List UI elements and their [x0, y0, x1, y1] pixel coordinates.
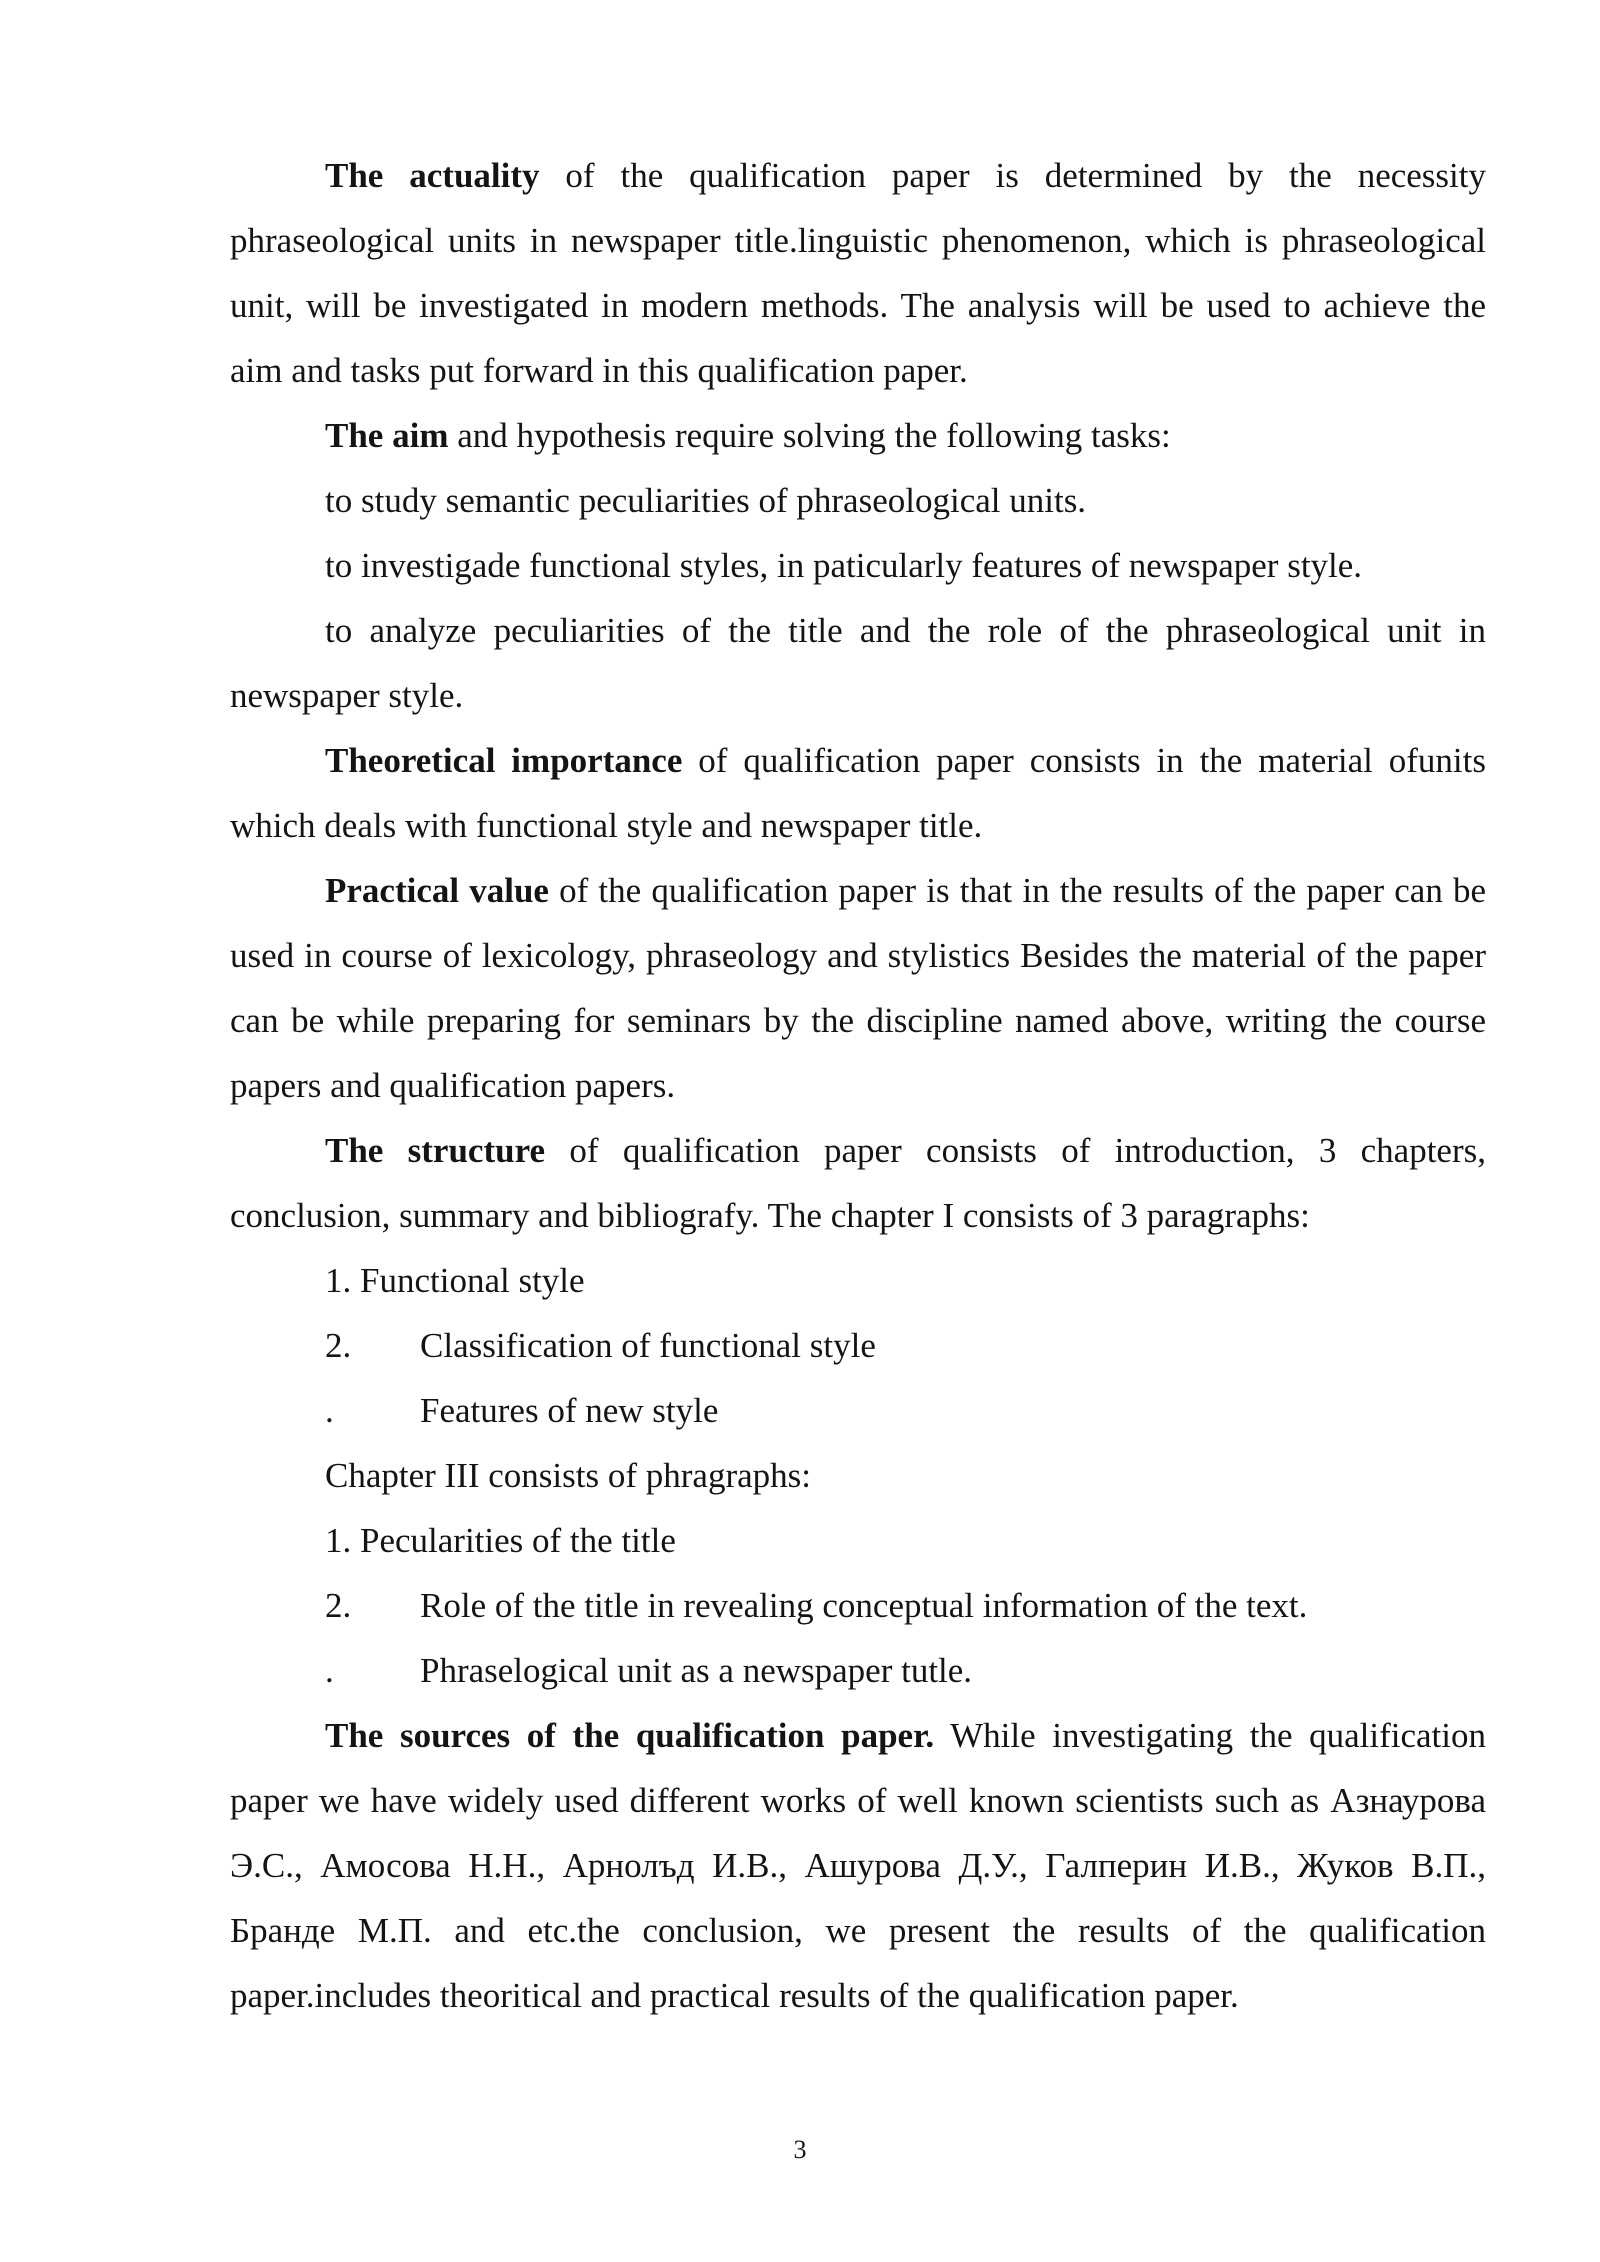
paragraph-sources-text: While investigating the qualification paper we have widely used different works of well known scientists such as Азнаурова Э.С., Амосова Н.Н., Арнолъд И.В., Ашурова Д.У., Галперин И.В., Жуков В.П., Бранде М.П. and etc.the conclusion, we present the results of the qualification paper.includes theoritical and practical results of the qualification paper.	[230, 1716, 1486, 2015]
paragraph-practical-value-text: of the qualification paper is that in the results of the paper can be used in course of lexicology, phraseology and stylistics Besides the material of the paper can be while preparing for seminars by the discipline named above, writing the course papers and qualification papers.	[230, 871, 1487, 1105]
list-number: .	[325, 1651, 334, 1690]
heading-theoretical-importance: Theoretical importance	[325, 741, 683, 780]
list-number: 2.	[325, 1586, 352, 1625]
chapter1-item	[230, 1378, 1486, 1443]
paragraph-actuality-text: of the qualification paper is determined by the necessity phraseological units in newspaper title.linguistic phenomenon, which is phraseological unit, will be investigated in modern methods. The analysis will be used to achieve the aim and tasks put forward in this qualification paper.	[230, 156, 1486, 390]
heading-structure: The structure	[325, 1131, 546, 1170]
chapter3-item	[230, 1573, 1486, 1638]
list-number: .	[325, 1391, 334, 1430]
paragraph-actuality	[230, 143, 1486, 403]
chapter1-item	[230, 1313, 1486, 1378]
list-item-text: Classification of functional style	[420, 1326, 876, 1365]
paragraph-practical-value	[230, 858, 1486, 1118]
paragraph-structure-text: of qualification paper consists of introduction, 3 chapters, conclusion, summary and bibliografy. The chapter I consists of 3 paragraphs:	[230, 1131, 1486, 1235]
heading-actuality: The actuality	[325, 156, 540, 195]
chapter3-heading: Chapter III consists of phragraphs:	[325, 1456, 811, 1495]
chapter3-item: 1. Pecularities of the title	[325, 1521, 676, 1560]
heading-aim: The aim	[325, 416, 449, 455]
paragraph-sources	[230, 1703, 1486, 2028]
heading-practical-value: Practical value	[325, 871, 549, 910]
paragraph-theoretical-importance	[230, 728, 1486, 858]
paragraph-aim-text: and hypothesis require solving the following tasks:	[448, 416, 1171, 455]
page-body	[230, 143, 1486, 2028]
list-item-text: Features of new style	[420, 1391, 719, 1430]
heading-sources: The sources of the qualification paper.	[325, 1716, 935, 1755]
paragraph-theoretical-importance-text: of qualification paper consists in the material ofunits which deals with functional style and newspaper title.	[230, 741, 1486, 845]
chapter3-item	[230, 1638, 1486, 1703]
list-number: 2.	[325, 1326, 352, 1365]
paragraph-structure	[230, 1118, 1486, 1248]
page-number: 3	[793, 2135, 807, 2164]
task-item-analyze: to analyze peculiarities of the title and the role of the phraseological unit in newspaper style.	[230, 611, 1486, 715]
chapter1-item: 1. Functional style	[325, 1261, 585, 1300]
task-item: to investigade functional styles, in paticularly features of newspaper style.	[325, 546, 1363, 585]
list-item-text: Phraselogical unit as a newspaper tutle.	[420, 1651, 973, 1690]
paragraph-aim	[230, 403, 1486, 468]
task-item: to study semantic peculiarities of phraseological units.	[325, 481, 1087, 520]
list-item-text: Role of the title in revealing conceptual information of the text.	[420, 1586, 1308, 1625]
